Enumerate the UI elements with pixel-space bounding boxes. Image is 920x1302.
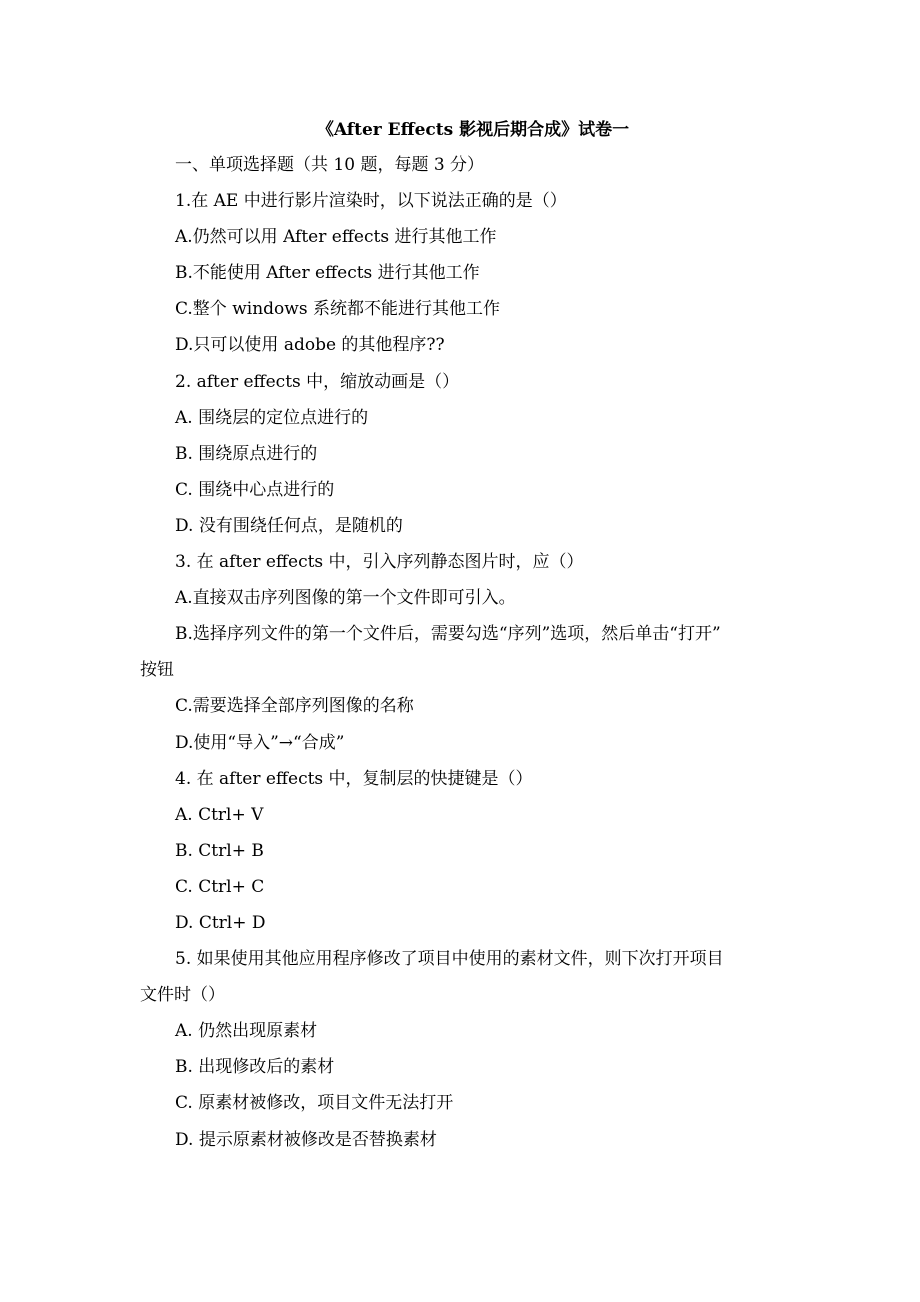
- text-line: C. 原素材被修改，项目文件无法打开: [175, 1093, 454, 1114]
- text-line: A. 围绕层的定位点进行的: [175, 407, 369, 428]
- text-line: 5. 如果使用其他应用程序修改了项目中使用的素材文件，则下次打开项目: [175, 949, 724, 970]
- text-line: 2. after effects 中，缩放动画是（）: [175, 371, 460, 392]
- text-line: D. 提示原素材被修改是否替换素材: [175, 1129, 437, 1150]
- text-line: D. 没有围绕任何点，是随机的: [175, 515, 403, 536]
- document-title: 《After Effects 影视后期合成》试卷一: [316, 120, 630, 140]
- exam-content: [140, 147, 790, 1158]
- text-line-continuation: 按钮: [140, 660, 174, 681]
- text-line: A. Ctrl+ V: [175, 804, 264, 825]
- text-line: B. Ctrl+ B: [175, 840, 264, 861]
- text-line: C. Ctrl+ C: [175, 876, 265, 897]
- text-line: A. 仍然出现原素材: [175, 1021, 318, 1042]
- text-line: D. Ctrl+ D: [175, 912, 266, 933]
- text-line: 4. 在 after effects 中，复制层的快捷键是（）: [175, 768, 533, 789]
- text-line: C.需要选择全部序列图像的名称: [175, 696, 414, 717]
- text-line: B. 出现修改后的素材: [175, 1057, 335, 1078]
- text-line: A.仍然可以用 After effects 进行其他工作: [175, 227, 497, 248]
- text-line: A.直接双击序列图像的第一个文件即可引入。: [175, 588, 516, 609]
- text-line-continuation: 文件时（）: [140, 985, 225, 1006]
- text-line: 一、单项选择题（共 10 题，每题 3 分）: [175, 155, 485, 175]
- text-line: C.整个 windows 系统都不能进行其他工作: [175, 299, 500, 320]
- text-line: D.只可以使用 adobe 的其他程序??: [175, 335, 445, 356]
- text-line: D.使用“导入”→“合成”: [175, 732, 345, 753]
- text-line: C. 围绕中心点进行的: [175, 479, 335, 500]
- text-line: 1.在 AE 中进行影片渲染时，以下说法正确的是（）: [175, 191, 567, 212]
- text-line: 3. 在 after effects 中，引入序列静态图片时，应（）: [175, 552, 584, 573]
- text-line: B.选择序列文件的第一个文件后，需要勾选“序列”选项，然后单击“打开”: [175, 624, 721, 645]
- text-line: B. 围绕原点进行的: [175, 443, 318, 464]
- text-line: B.不能使用 After effects 进行其他工作: [175, 263, 480, 284]
